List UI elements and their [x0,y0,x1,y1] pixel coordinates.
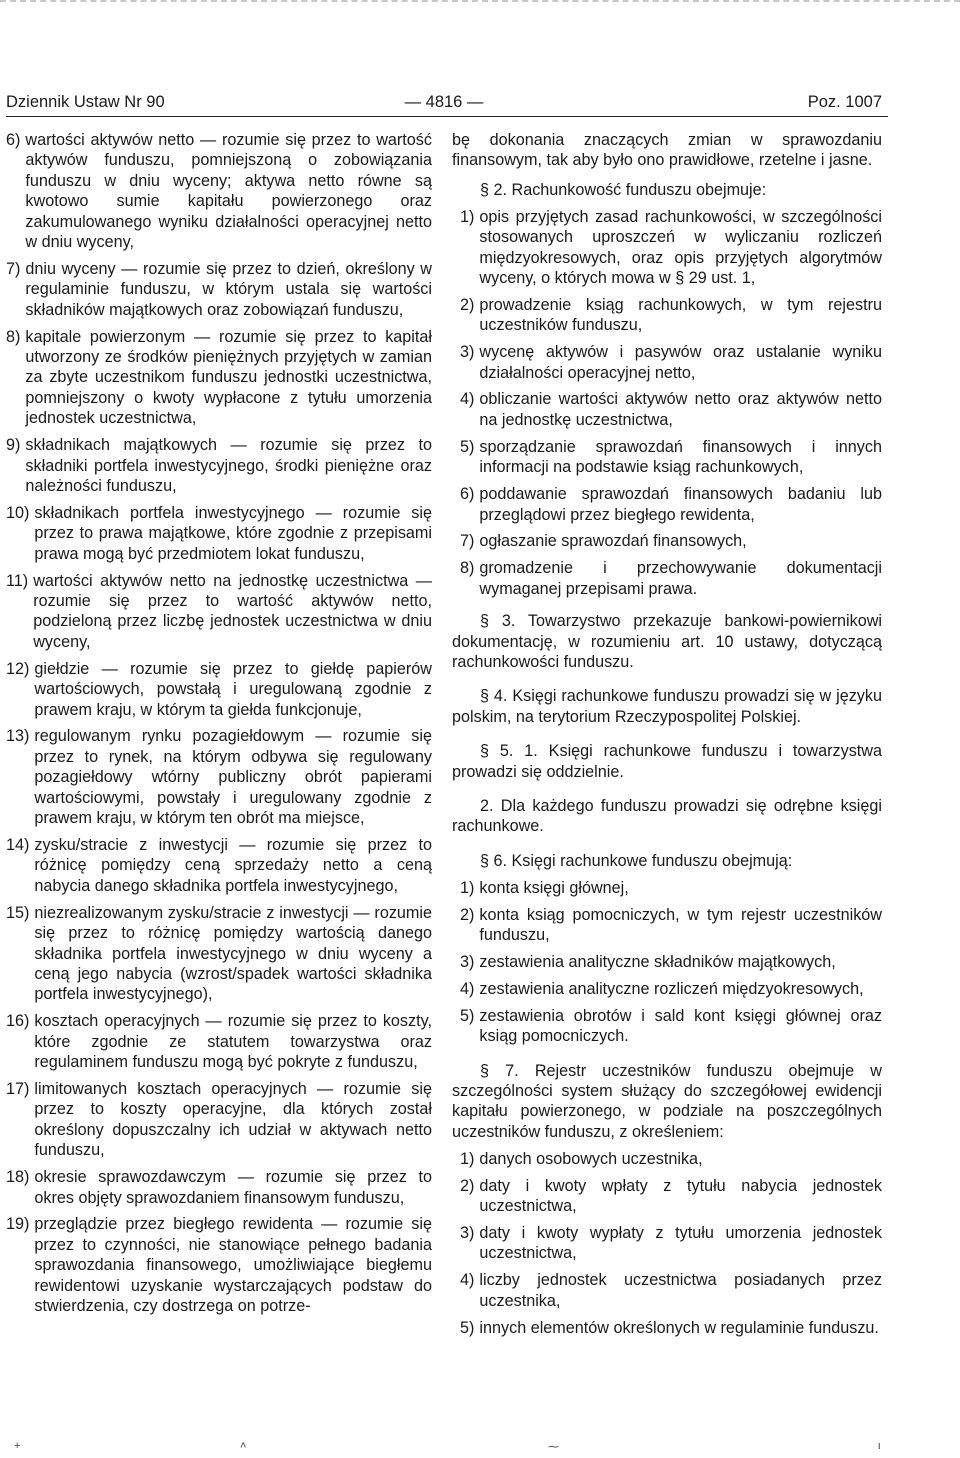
item-text: okresie sprawozdawczym — rozumie się przez to okres objęty sprawozdaniem finansowym funduszu, [34,1168,432,1207]
scan-speck: + [14,1440,21,1452]
list-item [452,1149,882,1169]
item-number: 6) [460,485,475,504]
item-number: 7) [6,259,21,278]
item-number: 2) [460,1176,475,1195]
page-header [6,91,882,113]
item-text: dniu wyceny — rozumie się przez to dzień, określony w regulaminie funduszu, w którym ustala się wartości składników majątkowych oraz zobowiązań funduszu, [25,259,432,319]
item-number: 18) [6,1168,30,1187]
item-text: innych elementów określonych w regulaminie funduszu. [479,1318,879,1337]
definition-item [6,503,432,564]
item-text: liczby jednostek uczestnictwa posiadanych przez uczestnika, [479,1271,882,1310]
item-text: zestawienia obrotów i sald kont księgi głównej oraz ksiąg pomocniczych. [479,1006,882,1046]
item-text: sporządzanie sprawozdań finansowych i innych informacji na podstawie ksiąg rachunkowych, [479,437,882,477]
section-5-2: 2. Dla każdego funduszu prowadzi się odrębne księgi rachunkowe. [452,796,882,836]
list-item [452,558,882,599]
list-item [452,342,882,383]
definition-item [6,1214,432,1316]
item-text: daty i kwoty wypłaty z tytułu umorzenia jednostek uczestnictwa, [479,1223,882,1263]
section-3: § 3. Towarzystwo przekazuje bankowi-powiernikowi dokumentację, w rozumieniu art. 10 ustawy, dotyczącą rachunkowości funduszu. [452,612,882,671]
section-6-intro: § 6. Księgi rachunkowe funduszu obejmują: [480,851,793,870]
item-number: 5) [460,437,475,456]
item-number: 9) [6,436,21,455]
list-item [452,1270,882,1311]
item-text: niezrealizowanym zysku/stracie z inwestycji — rozumie się przez to różnicę pomiędzy wartością danego składnika portfela inwestycyjnego w dniu wyceny a ceną jego nabycia (wzrost/spadek wartości składnika portfela inwestycyjnego), [34,903,432,1004]
definition-item [6,130,432,252]
scan-top-edge [0,0,960,8]
list-item [452,207,882,289]
definition-item [6,1011,432,1072]
item-number: 3) [460,1223,475,1242]
item-text: zestawienia analityczne składników majątkowych, [479,952,836,971]
header-rule [6,116,888,117]
item-text: gromadzenie i przechowywanie dokumentacji wymaganej przepisami prawa. [479,559,882,598]
list-item [452,878,882,898]
item-number: 4) [460,1271,475,1290]
item-number: 12) [6,659,30,678]
item-text: obliczanie wartości aktywów netto oraz aktywów netto na jednostkę uczestnictwa, [479,390,882,429]
item-text: kapitale powierzonym — rozumie się przez to kapitał utworzony ze środków pieniężnych przyjętych w zamian za zbyte uczestnikom funduszu jednostki uczestnictwa, pomniejszony o kwoty wypłacone z tytułu umorzenia jednostek uczestnictwa, [25,327,432,428]
item-number: 5) [460,1006,475,1025]
definition-item [6,571,432,653]
right-column [452,130,882,1344]
item-text: konta księgi głównej, [479,878,629,897]
item-number: 8) [460,559,475,578]
item-number: 19) [6,1215,30,1234]
list-item [452,979,882,999]
item-text: wartości aktywów netto — rozumie się przez to wartość aktywów funduszu, pomniejszoną o zobowiązania funduszu w dniu wyceny; aktywa netto równe są kwotowo sumie kapitału powierzonego oraz zakumulowanego wyniku działalności operacyjnej netto w dniu wyceny, [25,131,432,252]
list-item [452,1006,882,1047]
item-text: składnikach portfela inwestycyjnego — rozumie się przez to prawa majątkowe, które zgodnie z przepisami prawa mogą być przedmiotem lokat funduszu, [34,503,432,563]
list-item [452,484,882,525]
item-text: danych osobowych uczestnika, [479,1149,703,1168]
item-number: 1) [460,207,475,226]
definition-item [6,726,432,828]
item-text: limitowanych kosztach operacyjnych — rozumie się przez to koszty operacyjne, dla których został określony dopuszczalny ich udział w aktywach netto funduszu, [34,1079,432,1160]
list-item [452,1176,882,1217]
item-number: 4) [460,979,475,998]
item-number: 7) [460,532,475,551]
item-number: 2) [460,905,475,924]
item-text: składnikach majątkowych — rozumie się przez to składniki portfela inwestycyjnego, środki pieniężne oraz należności funduszu, [25,436,432,495]
list-item [452,905,882,946]
continuation-text: bę dokonania znaczących zmian w sprawozdaniu finansowym, tak aby było ono prawidłowe, rzetelne i jasne. [452,131,882,170]
item-number: 4) [460,390,475,409]
list-item [452,952,882,972]
item-number: 13) [6,727,30,746]
scan-speck: ˄ [240,1440,247,1452]
item-number: 2) [460,295,475,314]
list-item [452,1223,882,1264]
journal-title: Dziennik Ustaw Nr 90 [6,93,165,111]
item-number: 1) [460,878,475,897]
definition-item [6,659,432,720]
list-item [452,1318,882,1338]
item-text: zestawienia analityczne rozliczeń międzyokresowych, [479,979,864,998]
item-text: giełdzie — rozumie się przez to giełdę papierów wartościowych, powstałą i uregulowaną zgodnie z prawem kraju, w którym ta giełda funkcjonuje, [34,659,432,719]
item-text: zysku/stracie z inwestycji — rozumie się przez to różnicę pomiędzy ceną sprzedaży netto a ceną nabycia danego składnika portfela inwestycyjnego, [34,836,432,895]
item-text: kosztach operacyjnych — rozumie się przez to koszty, które zgodnie ze statutem towarzystwa oraz regulaminem funduszu mogą być pokryte z funduszu, [34,1012,432,1072]
item-number: 15) [6,903,30,922]
page-number: — 4816 — [404,93,484,111]
section-5-1: § 5. 1. Księgi rachunkowe funduszu i towarzystwa prowadzi się oddzielnie. [452,742,882,781]
item-number: 8) [6,327,21,346]
item-text: daty i kwoty wpłaty z tytułu nabycia jednostek uczestnictwa, [479,1176,882,1215]
item-text: regulowanym rynku pozagiełdowym — rozumie się przez to rynek, na którym odbywa się regulowany pozagiełdowy wtórny publiczny obrót papierami wartościowymi, powstały i uregulowany zgodnie z prawem kraju, w którym ten obrót ma miejsce, [34,727,432,828]
item-number: 11) [6,571,29,590]
list-item [452,295,882,336]
scan-specks [0,1440,960,1454]
item-number: 6) [6,131,21,149]
item-text: wartości aktywów netto na jednostkę uczestnictwa — rozumie się przez to wartość aktywów netto, podzieloną przez liczbę jednostek uczestnictwa w dniu wyceny, [33,571,432,651]
position-number: Poz. 1007 [807,93,882,111]
section-2-intro: § 2. Rachunkowość funduszu obejmuje: [480,180,767,199]
item-text: opis przyjętych zasad rachunkowości, w szczególności stosowanych uproszczeń w wyliczaniu rozliczeń międzyokresowych, oraz opis przyjętych algorytmów wyceny, o których mowa w § 29 ust. 1, [479,207,882,287]
item-number: 3) [460,343,475,362]
definition-item [6,435,432,496]
list-item [452,437,882,478]
definition-item [6,1079,432,1161]
item-text: wycenę aktywów i pasywów oraz ustalanie wyniku działalności operacyjnej netto, [479,343,882,382]
list-item [452,389,882,430]
item-number: 16) [6,1012,30,1031]
item-number: 10) [6,503,30,522]
item-text: ogłaszanie sprawozdań finansowych, [479,532,747,551]
scan-speck: ⁓ [548,1441,559,1453]
definition-item [6,835,432,896]
item-text: poddawanie sprawozdań finansowych badaniu lub przeglądowi przez biegłego rewidenta, [479,485,882,524]
scan-speck: ι [878,1440,881,1452]
item-number: 14) [6,836,30,854]
item-number: 17) [6,1079,30,1098]
item-number: 3) [460,952,475,971]
item-text: konta ksiąg pomocniczych, w tym rejestr uczestników funduszu, [479,905,882,944]
section-4: § 4. Księgi rachunkowe funduszu prowadzi się w języku polskim, na terytorium Rzeczypospolitej Polskiej. [452,687,882,726]
definition-item [6,1167,432,1208]
item-number: 5) [460,1318,475,1337]
item-number: 1) [460,1149,475,1168]
definition-item [6,259,432,320]
item-text: prowadzenie ksiąg rachunkowych, w tym rejestru uczestników funduszu, [479,295,882,335]
item-text: przeglądzie przez biegłego rewidenta — rozumie się przez to czynności, nie stanowiące pełnego badania sprawozdania finansowego, umożliwiające biegłemu rewidentowi uzyskanie wystarczających podstaw do stwierdzenia, czy dostrzega on potrze- [34,1215,432,1316]
definition-item [6,327,432,429]
list-item [452,531,882,551]
definition-item [6,903,432,1005]
section-7-intro: § 7. Rejestr uczestników funduszu obejmuje w szczególności system służący do szczegółowej ewidencji kapitału powierzonego, w podziale na poszczególnych uczestników funduszu, z określeniem: [452,1061,882,1141]
left-column [6,130,432,1323]
